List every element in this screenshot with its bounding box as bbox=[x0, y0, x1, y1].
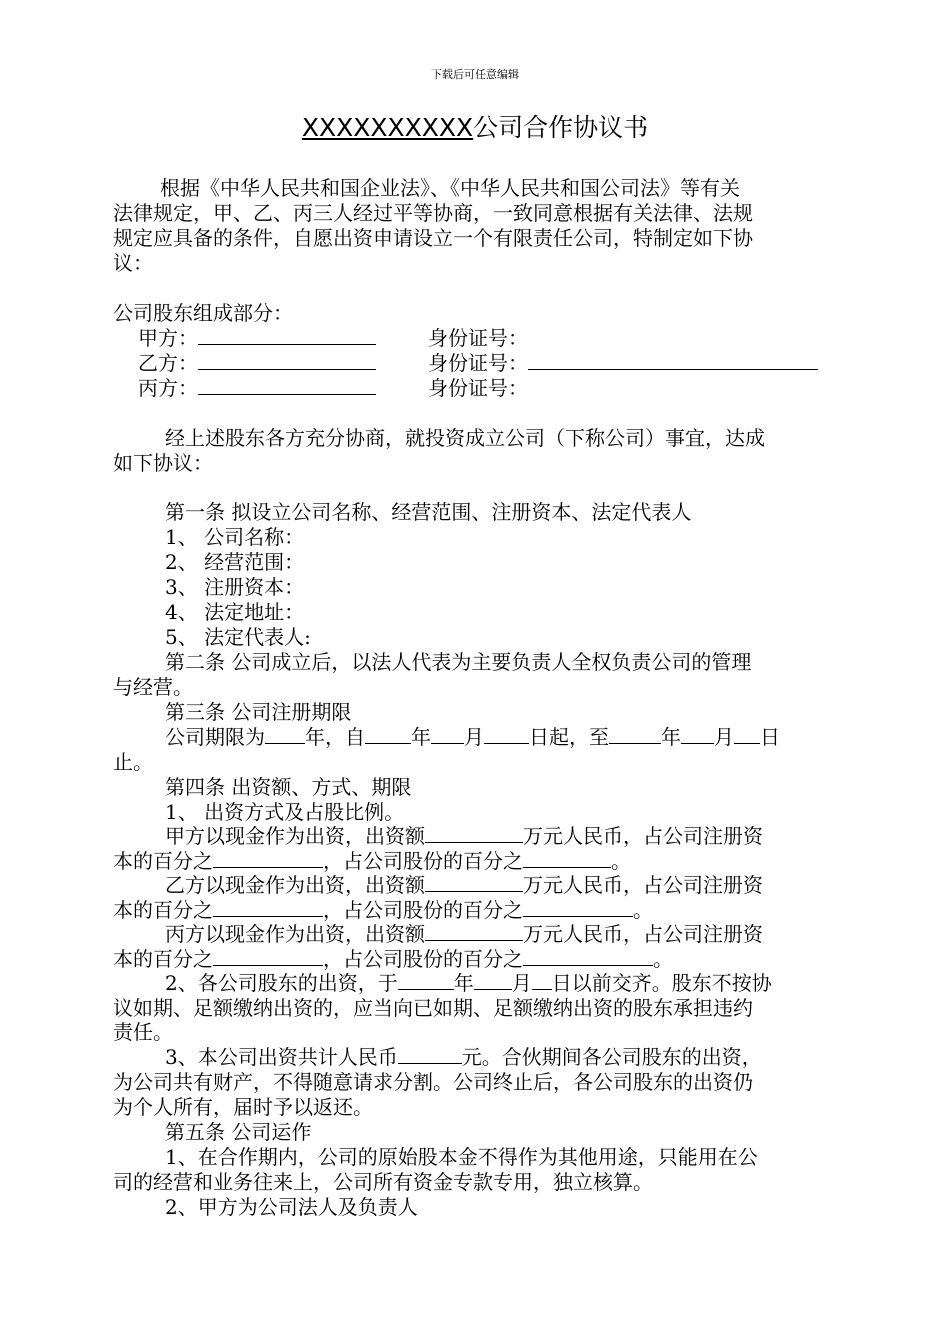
term-text: 日起，至 bbox=[529, 725, 609, 749]
party-row-c bbox=[138, 376, 376, 400]
article-2-line-2: 与经营。 bbox=[113, 675, 193, 699]
contribution-b-line-2 bbox=[113, 898, 653, 922]
article-4-item-3-line-2: 为公司共有财产，不得随意请求分割。公司终止后，各公司股东的出资仍 bbox=[113, 1070, 753, 1094]
term-text: 月 bbox=[464, 725, 484, 749]
contribution-c-line-1 bbox=[165, 922, 763, 946]
contribution-text: 。 bbox=[653, 947, 673, 971]
intro-line-1: 根据《中华人民共和国企业法》、《中华人民共和国公司法》等有关 bbox=[160, 176, 740, 200]
term-text: 月 bbox=[714, 725, 734, 749]
contribution-text: 乙方以现金作为出资，出资额 bbox=[165, 873, 425, 897]
party-label: 乙方： bbox=[138, 351, 198, 375]
shareholders-heading: 公司股东组成部分： bbox=[113, 301, 293, 325]
term-text: 年，自 bbox=[305, 725, 365, 749]
amount-blank bbox=[425, 824, 523, 843]
term-text: 公司期限为 bbox=[165, 725, 265, 749]
party-name-blank bbox=[198, 376, 376, 395]
contribution-text: 万元人民币，占公司注册资 bbox=[523, 873, 763, 897]
start-year-blank bbox=[365, 725, 411, 744]
intro-line-2: 法律规定，甲、乙、丙三人经过平等协商，一致同意根据有关法律、法规 bbox=[113, 201, 753, 225]
article-2-line-1: 第二条 公司成立后，以法人代表为主要负责人全权负责公司的管理 bbox=[165, 650, 752, 674]
item-text: 月 bbox=[511, 971, 532, 995]
article-1-item: 4、 法定地址： bbox=[165, 600, 305, 624]
capital-percent-blank bbox=[213, 947, 323, 966]
start-month-blank bbox=[431, 725, 464, 744]
capital-percent-blank bbox=[213, 849, 323, 868]
article-3-title: 第三条 公司注册期限 bbox=[165, 700, 352, 724]
term-text: 年 bbox=[661, 725, 681, 749]
contribution-text: 甲方以现金作为出资，出资额 bbox=[165, 824, 425, 848]
share-percent-blank bbox=[523, 849, 611, 868]
article-5-title: 第五条 公司运作 bbox=[165, 1120, 312, 1144]
end-year-blank bbox=[609, 725, 661, 744]
document-title bbox=[0, 108, 950, 144]
total-amount-blank bbox=[398, 1045, 462, 1064]
article-4-item-3-line-3: 为个人所有，届时予以返还。 bbox=[113, 1095, 373, 1119]
contribution-text: 本的百分之 bbox=[113, 947, 213, 971]
contribution-text: 本的百分之 bbox=[113, 898, 213, 922]
id-label: 身份证号： bbox=[428, 326, 528, 350]
title-company-placeholder: XXXXXXXXXX bbox=[301, 113, 474, 142]
end-month-blank bbox=[681, 725, 714, 744]
contribution-text: 万元人民币，占公司注册资 bbox=[523, 824, 763, 848]
month-blank bbox=[474, 971, 512, 990]
article-4-title: 第四条 出资额、方式、期限 bbox=[165, 775, 412, 799]
party-id-row-c bbox=[428, 376, 528, 400]
contribution-text: 。 bbox=[633, 898, 653, 922]
contribution-c-line-2 bbox=[113, 947, 673, 971]
share-percent-blank bbox=[523, 898, 633, 917]
year-blank bbox=[398, 971, 454, 990]
party-id-row-a bbox=[428, 326, 528, 350]
party-row-a bbox=[138, 326, 376, 350]
article-5-item-2: 2、甲方为公司法人及负责人 bbox=[165, 1195, 418, 1219]
contribution-b-line-1 bbox=[165, 873, 763, 897]
article-4-item-1: 1、 出资方式及占股比例。 bbox=[165, 800, 405, 824]
party-id-row-b bbox=[428, 351, 818, 375]
consensus-line-1: 经上述股东各方充分协商，就投资成立公司（下称公司）事宜，达成 bbox=[165, 426, 765, 450]
item-text: 年 bbox=[453, 971, 474, 995]
end-day-blank bbox=[734, 725, 760, 744]
article-4-item-3-line-1 bbox=[165, 1045, 762, 1069]
contribution-text: ，占公司股份的百分之 bbox=[323, 849, 523, 873]
contribution-text: 丙方以现金作为出资，出资额 bbox=[165, 922, 425, 946]
article-4-item-2-line-2: 议如期、足额缴纳出资的，应当向已如期、足额缴纳出资的股东承担违约 bbox=[113, 996, 753, 1020]
contribution-text: 本的百分之 bbox=[113, 849, 213, 873]
amount-blank bbox=[425, 873, 523, 892]
article-5-item-1-line-1: 1、在合作期内，公司的原始股本金不得作为其他用途，只能用在公 bbox=[165, 1145, 758, 1169]
article-5-item-1-line-2: 司的经营和业务往来上，公司所有资金专款专用，独立核算。 bbox=[113, 1170, 653, 1194]
contribution-text: ，占公司股份的百分之 bbox=[323, 898, 523, 922]
article-3-term-line bbox=[165, 725, 780, 749]
id-number-blank bbox=[528, 351, 818, 370]
contribution-text: ，占公司股份的百分之 bbox=[323, 947, 523, 971]
title-text: 公司合作协议书 bbox=[473, 113, 649, 142]
term-text: 日 bbox=[760, 725, 780, 749]
article-1-item: 3、 注册资本： bbox=[165, 575, 305, 599]
id-label: 身份证号： bbox=[428, 376, 528, 400]
item-text: 日以前交齐。股东不按协 bbox=[551, 971, 772, 995]
amount-blank bbox=[425, 922, 523, 941]
party-label: 丙方： bbox=[138, 376, 198, 400]
article-4-item-2-line-1 bbox=[165, 971, 772, 995]
intro-line-4: 议： bbox=[113, 251, 153, 275]
article-1-item: 5、 法定代表人: bbox=[165, 625, 311, 649]
contribution-a-line-2 bbox=[113, 849, 631, 873]
start-day-blank bbox=[484, 725, 529, 744]
term-text: 年 bbox=[411, 725, 431, 749]
article-1-title: 第一条 拟设立公司名称、经营范围、注册资本、法定代表人 bbox=[165, 500, 692, 524]
item-text: 元。合伙期间各公司股东的出资， bbox=[461, 1045, 762, 1069]
consensus-line-2: 如下协议： bbox=[113, 451, 213, 475]
article-1-item: 1、 公司名称： bbox=[165, 525, 305, 549]
item-text: 3、本公司出资共计人民币 bbox=[165, 1045, 398, 1069]
years-blank bbox=[265, 725, 305, 744]
item-text: 2、各公司股东的出资，于 bbox=[165, 971, 398, 995]
page-header-note: 下载后可任意编辑 bbox=[431, 68, 519, 81]
intro-line-3: 规定应具备的条件，自愿出资申请设立一个有限责任公司，特制定如下协 bbox=[113, 226, 753, 250]
article-4-item-2-line-3: 责任。 bbox=[113, 1020, 173, 1044]
capital-percent-blank bbox=[213, 898, 323, 917]
party-row-b bbox=[138, 351, 376, 375]
share-percent-blank bbox=[523, 947, 653, 966]
day-blank bbox=[532, 971, 552, 990]
party-label: 甲方： bbox=[138, 326, 198, 350]
party-name-blank bbox=[198, 326, 376, 345]
contribution-text: 。 bbox=[611, 849, 631, 873]
article-1-item: 2、 经营范围： bbox=[165, 550, 305, 574]
party-name-blank bbox=[198, 351, 376, 370]
article-3-end: 止。 bbox=[113, 750, 153, 774]
id-label: 身份证号： bbox=[428, 351, 528, 375]
contribution-a-line-1 bbox=[165, 824, 763, 848]
contribution-text: 万元人民币，占公司注册资 bbox=[523, 922, 763, 946]
